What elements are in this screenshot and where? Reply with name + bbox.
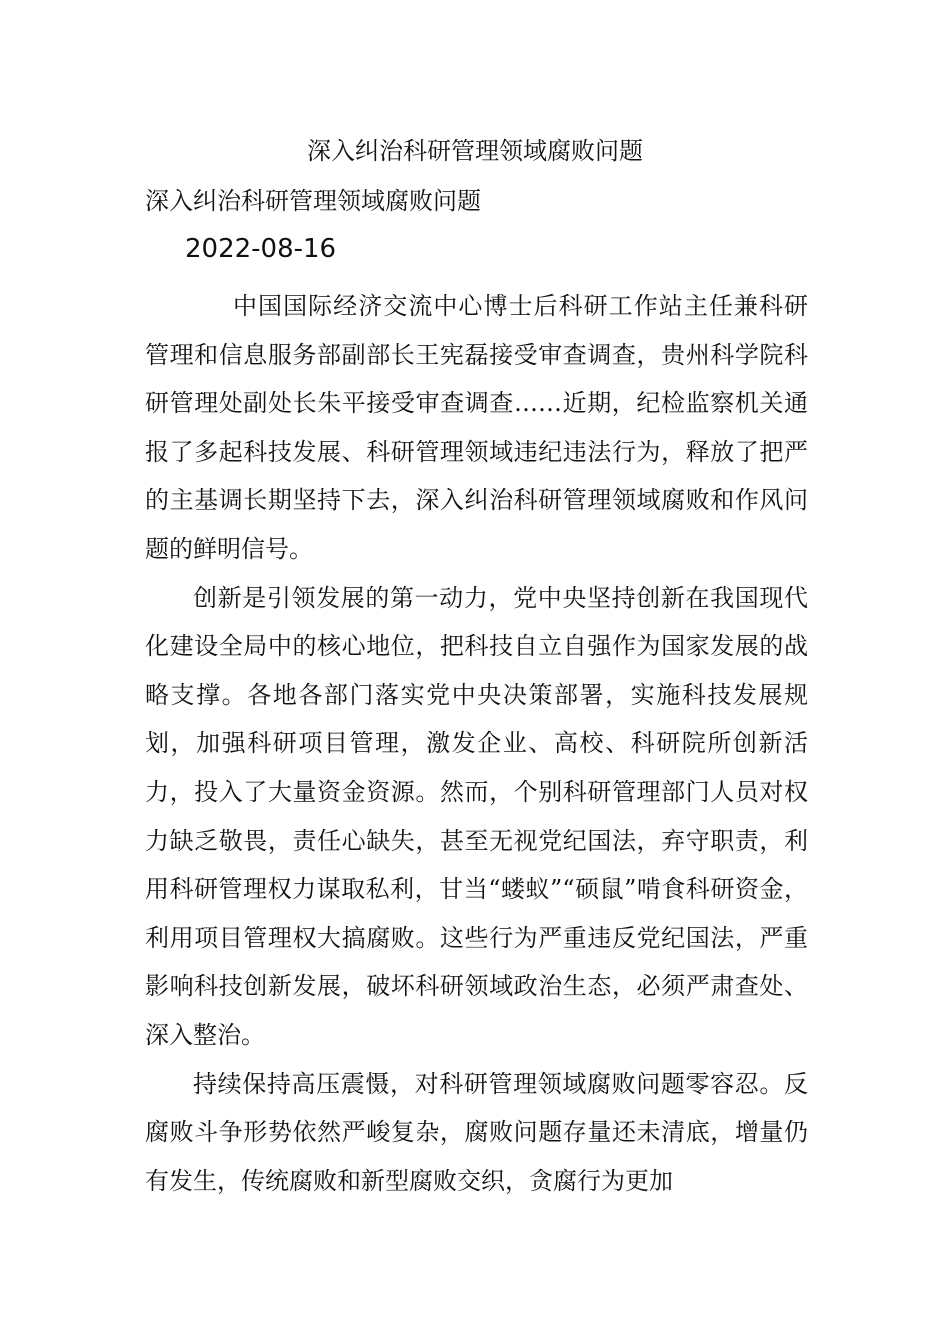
publish-date: 2022-08-16 (185, 234, 337, 264)
document-subtitle: 深入纠治科研管理领域腐败问题 (145, 187, 481, 215)
paragraph-1: 中国国际经济交流中心博士后科研工作站主任兼科研管理和信息服务部副部长王宪磊接受审查调查，贵州科学院科研管理处副处长朱平接受审查调查……近期，纪检监察机关通报了多起科技发展、科研管理领域违纪违法行为，释放了把严的主基调长期坚持下去，深入纠治科研管理领域腐败和作风问题的鲜明信号。 (145, 292, 808, 563)
paragraph-3: 持续保持高压震慑，对科研管理领域腐败问题零容忍。反腐败斗争形势依然严峻复杂，腐败问题存量还未清底，增量仍有发生，传统腐败和新型腐败交织，贪腐行为更加 (145, 1069, 808, 1195)
paragraph-2: 创新是引领发展的第一动力，党中央坚持创新在我国现代化建设全局中的核心地位，把科技自立自强作为国家发展的战略支撑。各地各部门落实党中央决策部署，实施科技发展规划，加强科研项目管理，激发企业、高校、科研院所创新活力，投入了大量资金资源。然而，个别科研管理部门人员对权力缺乏敬畏，责任心缺失，甚至无视党纪国法，弃守职责，利用科研管理权力谋取私利，甘当“蝼蚁”“硕鼠”啃食科研资金，利用项目管理权大搞腐败。这些行为严重违反党纪国法，严重影响科技创新发展，破坏科研领域政治生态，必须严肃查处、深入整治。 (145, 583, 808, 1049)
document-body (145, 282, 808, 1205)
document-title: 深入纠治科研管理领域腐败问题 (307, 137, 643, 165)
